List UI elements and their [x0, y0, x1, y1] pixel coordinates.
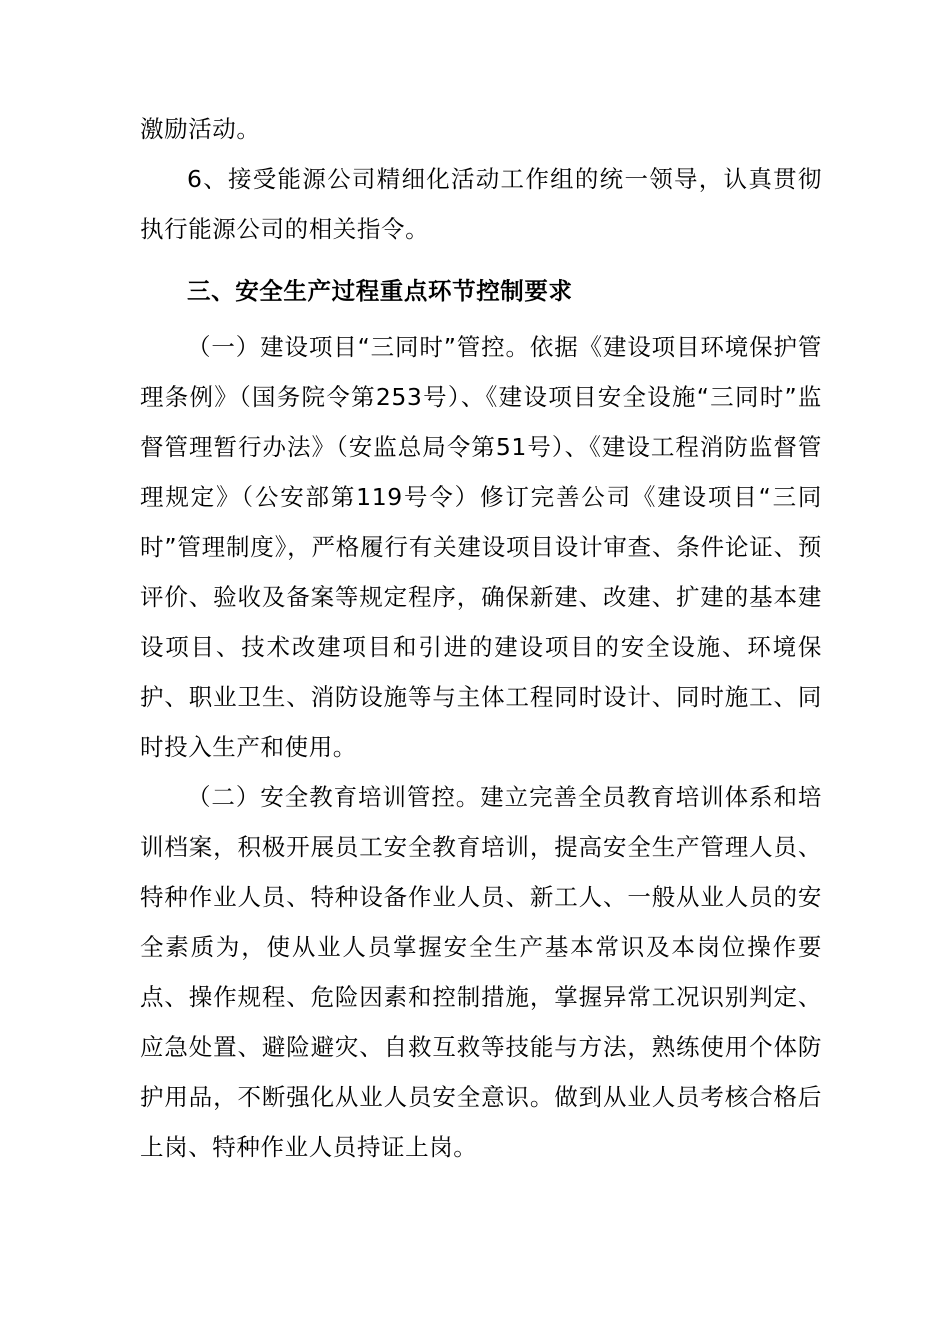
paragraph-safety-training: （二）安全教育培训管控。建立完善全员教育培训体系和培训档案，积极开展员工安全教育培训，提高安全生产管理人员、特种作业人员、特种设备作业人员、新工人、一般从业人员的安全素质为，使从业人员掌握安全生产基本常识及本岗位操作要点、操作规程、危险因素和控制措施，掌握异常工况识别判定、应急处置、避险避灾、自救互救等技能与方法，熟练使用个体防护用品，不断强化从业人员安全意识。做到从业人员考核合格后上岗、特种作业人员持证上岗。	[140, 783, 822, 1161]
paragraph-continuation: 激励活动。	[140, 115, 261, 143]
section-heading: 三、安全生产过程重点环节控制要求	[187, 277, 573, 305]
paragraph-item-6: 6、接受能源公司精细化活动工作组的统一领导，认真贯彻执行能源公司的相关指令。	[140, 165, 822, 243]
paragraph-three-simultaneous: （一）建设项目“三同时”管控。依据《建设项目环境保护管理条例》（国务院令第253号）、《建设项目安全设施“三同时”监督管理暂行办法》（安监总局令第51号）、《建设工程消防监督管理规定》（公安部第119号令）修订完善公司《建设项目“三同时”管理制度》，严格履行有关建设项目设计审查、条件论证、预评价、验收及备案等规定程序，确保新建、改建、扩建的基本建设项目、技术改建项目和引进的建设项目的安全设施、环境保护、职业卫生、消防设施等与主体工程同时设计、同时施工、同时投入生产和使用。	[140, 333, 822, 761]
document-body	[140, 104, 822, 1172]
